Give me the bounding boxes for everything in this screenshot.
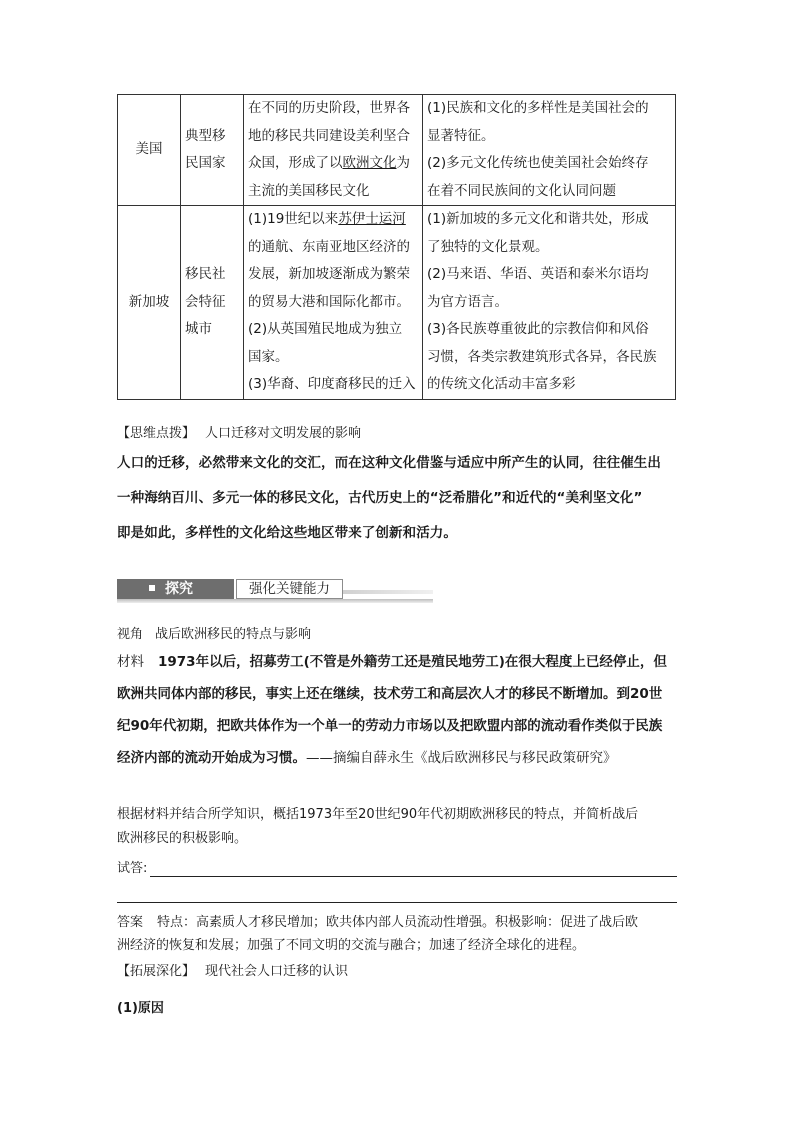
effect-line: (3)各民族尊重彼此的宗教信仰和风俗 (427, 321, 649, 337)
expand-title: 现代社会人口迁移的认识 (205, 964, 349, 979)
material-line (117, 742, 679, 774)
type-line: 移民社 (185, 266, 226, 282)
background-line: 在不同的历史阶段，世界各 (248, 100, 410, 116)
country-cell: 新加坡 (118, 206, 181, 400)
answer-input-line[interactable] (117, 902, 677, 903)
effect-line: (2)马来语、华语、英语和泰米尔语均 (427, 266, 649, 282)
background-line: 地的移民共同建设美利坚合 (248, 127, 410, 144)
table-row (118, 95, 676, 206)
background-text: 众国，形成了以 (248, 155, 343, 171)
banner-shadow (117, 599, 433, 603)
question-paragraph (117, 803, 679, 851)
section-banner (117, 578, 433, 604)
banner-rule (343, 590, 433, 594)
type-line: 民国家 (185, 155, 226, 171)
effect-line: 了独特的文化景观。 (427, 238, 549, 255)
effect-line: 的传统文化活动丰富多彩 (427, 376, 576, 392)
expand-tag: 【拓展深化】 (117, 964, 196, 979)
type-line: 会特征 (185, 293, 226, 310)
effect-line: 习惯，各类宗教建筑形式各异，各民族 (427, 348, 657, 365)
key-line (117, 911, 679, 934)
answer-prompt: 试答: (117, 861, 148, 876)
background-line (248, 206, 418, 234)
background-line: 主流的美国移民文化 (248, 182, 370, 199)
square-bullet-icon (149, 585, 155, 591)
question-line: 根据材料并结合所学知识，概括1973年至20世纪90年代初期欧洲移民的特点，并简析战后 (117, 807, 639, 822)
key-label: 答案 (117, 915, 144, 930)
background-line: (3)华裔、印度裔移民的迁入 (248, 376, 416, 392)
underlined-term: 苏伊士运河 (338, 211, 406, 227)
background-text: (1)19世纪以来 (248, 211, 339, 227)
material-text: 经济内部的流动开始成为习惯。 (117, 750, 306, 766)
background-line: 的贸易大港和国际化都市。 (248, 293, 410, 310)
migration-comparison-table (117, 94, 676, 400)
effect-line: (1)民族和文化的多样性是美国社会的 (427, 100, 649, 116)
type-line: 典型移 (185, 127, 226, 144)
view-heading (117, 623, 311, 642)
key-line: 洲经济的恢复和发展；加强了不同文明的交流与融合；加速了经济全球化的进程。 (117, 938, 586, 953)
material-text: 1973年以后，招募劳工(不管是外籍劳工还是殖民地劳工)在很大程度上已经停止，但 (158, 654, 667, 670)
effect-cell (423, 95, 676, 206)
expand-heading (117, 960, 348, 979)
question-line: 欧洲移民的积极影响。 (117, 831, 248, 846)
effect-line: 为官方语言。 (427, 293, 508, 310)
effect-cell (423, 206, 676, 400)
thinking-line: 人口的迁移，必然带来文化的交汇，而在这种文化借鉴与适应中所产生的认同，往往催生出 (117, 455, 661, 471)
underlined-term: 欧洲文化 (342, 155, 397, 171)
material-line: 欧洲共同体内部的移民，事实上还在继续，技术劳工和高层次人才的移民不断增加。到20世 (117, 686, 663, 702)
key-text: 特点：高素质人才移民增加；欧共体内部人员流动性增强。积极影响：促进了战后欧 (157, 915, 639, 930)
thinking-heading (117, 422, 361, 441)
effect-line: 在着不同民族间的文化认同问题 (427, 182, 616, 199)
material-source: ——摘编自薛永生《战后欧洲移民与移民政策研究》 (306, 750, 617, 766)
background-line: 的通航、东南亚地区经济的 (248, 238, 410, 255)
material-line: 纪90年代初期，把欧共体作为一个单一的劳动力市场以及把欧盟内部的流动看作类似于民族 (117, 718, 663, 734)
background-line: (2)从英国殖民地成为独立 (248, 321, 403, 337)
thinking-title: 人口迁移对文明发展的影响 (205, 426, 362, 441)
type-cell (181, 95, 244, 206)
answer-input-line[interactable] (150, 876, 677, 877)
background-cell (244, 95, 423, 206)
thinking-line: 一种海纳百川、多元一体的移民文化，古代历史上的“泛希腊化”和近代的“美利坚文化” (117, 490, 643, 506)
banner-dark-tab (117, 579, 234, 599)
background-line: 国家。 (248, 348, 289, 365)
banner-dark-label: 探究 (165, 581, 193, 597)
thinking-tag: 【思维点拨】 (117, 426, 196, 441)
view-tag: 视角 (117, 627, 144, 642)
effect-line: (2)多元文化传统也使美国社会始终存 (427, 155, 649, 171)
reason-heading: (1)原因 (117, 1001, 164, 1016)
table-row (118, 206, 676, 400)
effect-line: 显著特征。 (427, 127, 495, 144)
material-label: 材料 (117, 654, 144, 670)
background-text: 为 (396, 155, 410, 171)
banner-light-label: 强化关键能力 (236, 579, 343, 599)
thinking-paragraph (117, 446, 679, 551)
type-cell (181, 206, 244, 400)
background-line (248, 150, 418, 178)
background-line: 发展，新加坡逐渐成为繁荣 (248, 266, 410, 282)
background-cell (244, 206, 423, 400)
type-line: 城市 (185, 321, 212, 337)
effect-line: (1)新加坡的多元文化和谐共处，形成 (427, 211, 649, 227)
country-cell: 美国 (118, 95, 181, 206)
material-line (117, 646, 679, 678)
table-body (118, 95, 676, 400)
answer-key (117, 911, 679, 957)
thinking-line: 即是如此，多样性的文化给这些地区带来了创新和活力。 (117, 525, 457, 541)
material-paragraph (117, 646, 679, 774)
view-title: 战后欧洲移民的特点与影响 (155, 627, 312, 642)
